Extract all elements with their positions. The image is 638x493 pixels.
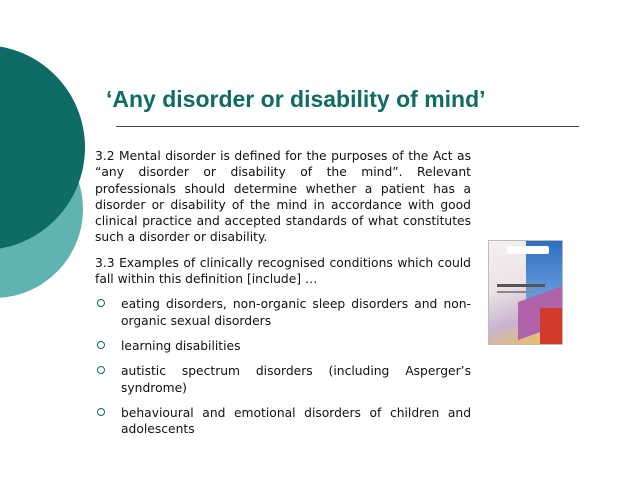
slide-title: ‘Any disorder or disability of mind’ xyxy=(106,86,486,112)
hollow-circle-icon xyxy=(97,299,105,307)
list-item-text: autistic spectrum disorders (including Asperger’s syndrome) xyxy=(121,364,471,395)
hollow-circle-icon xyxy=(97,408,105,416)
list-item xyxy=(95,338,471,354)
list-item xyxy=(95,363,471,396)
hollow-circle-icon xyxy=(97,366,105,374)
list-item-text: behavioural and emotional disorders of children and adolescents xyxy=(121,405,471,437)
list-item xyxy=(95,296,471,329)
hollow-circle-icon xyxy=(97,341,105,349)
department-logo xyxy=(507,246,549,254)
list-item-text: eating disorders, non-organic sleep disorders and non-organic sexual disorders xyxy=(121,297,471,328)
slide-body xyxy=(95,148,471,446)
paragraph-definition: 3.2 Mental disorder is defined for the purposes of the Act as “any disorder or disability of the mind”. Relevant professionals should determine whether a patient has a disorder or disability of the mind in accordance with good clinical practice and accepted standards of what constitutes such a disorder or disability. xyxy=(95,149,471,245)
title-divider xyxy=(116,126,579,127)
paragraph-examples: 3.3 Examples of clinically recognised conditions which could fall within this definition [include] … xyxy=(95,255,471,287)
code-of-practice-cover-image xyxy=(488,240,563,345)
list-item-text: learning disabilities xyxy=(121,338,241,353)
bullet-list xyxy=(95,296,471,437)
list-item xyxy=(95,405,471,438)
